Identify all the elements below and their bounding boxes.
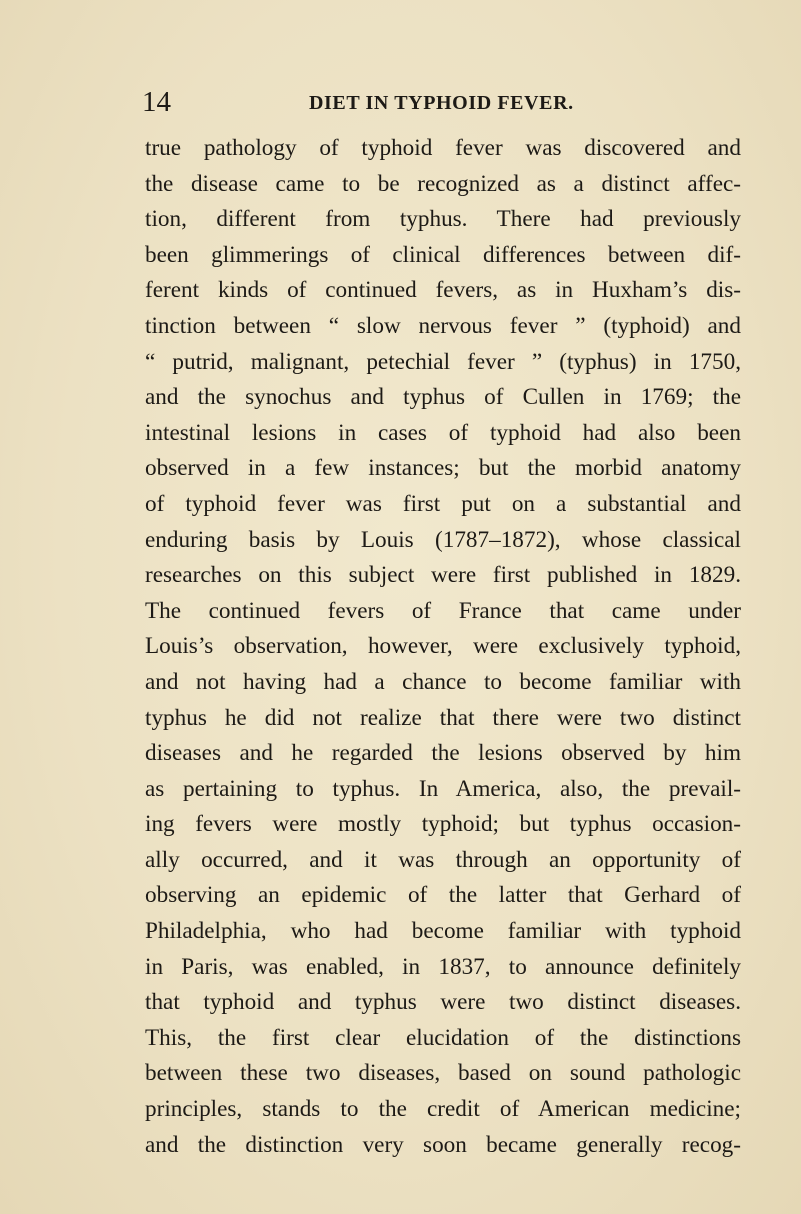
- text-line: in Paris, was enabled, in 1837, to announce definitely: [145, 953, 741, 980]
- running-head: [142, 88, 732, 116]
- text-line: been glimmerings of clinical differences between dif-: [145, 241, 741, 268]
- text-line: “ putrid, malignant, petechial fever ” (typhus) in 1750,: [145, 348, 741, 375]
- text-line: the disease came to be recognized as a distinct affec-: [145, 170, 741, 197]
- text-line: as pertaining to typhus. In America, also, the prevail-: [145, 775, 741, 802]
- text-line: principles, stands to the credit of American medicine;: [145, 1096, 741, 1123]
- text-line: intestinal lesions in cases of typhoid had also been: [145, 419, 741, 446]
- text-line: diseases and he regarded the lesions observed by him: [145, 740, 741, 767]
- page-number: 14: [142, 86, 171, 118]
- text-line: tinction between “ slow nervous fever ” (typhoid) and: [145, 312, 741, 339]
- text-line: ally occurred, and it was through an opportunity of: [145, 846, 741, 873]
- text-line: ferent kinds of continued fevers, as in Huxham’s dis-: [145, 277, 741, 304]
- text-line: enduring basis by Louis (1787–1872), whose classical: [145, 526, 741, 553]
- text-line: ing fevers were mostly typhoid; but typhus occasion-: [145, 811, 741, 838]
- text-line: and not having had a chance to become familiar with: [145, 668, 741, 695]
- text-line: researches on this subject were first published in 1829.: [145, 562, 741, 589]
- text-line: and the synochus and typhus of Cullen in 1769; the: [145, 384, 741, 411]
- text-line: observed in a few instances; but the morbid anatomy: [145, 455, 741, 482]
- text-line: of typhoid fever was first put on a substantial and: [145, 490, 741, 517]
- text-line: and the distinction very soon became generally recog-: [145, 1131, 741, 1158]
- text-line: tion, different from typhus. There had previously: [145, 206, 741, 233]
- text-line: This, the first clear elucidation of the distinctions: [145, 1024, 741, 1051]
- text-line: Louis’s observation, however, were exclusively typhoid,: [145, 633, 741, 660]
- text-line: that typhoid and typhus were two distinct diseases.: [145, 989, 741, 1016]
- text-line: between these two diseases, based on sound pathologic: [145, 1060, 741, 1087]
- chapter-title: DIET IN TYPHOID FEVER.: [309, 92, 574, 114]
- text-line: The continued fevers of France that came under: [145, 597, 741, 624]
- text-line: Philadelphia, who had become familiar with typhoid: [145, 918, 741, 945]
- text-line: typhus he did not realize that there were two distinct: [145, 704, 741, 731]
- text-line: true pathology of typhoid fever was discovered and: [145, 135, 741, 161]
- text-line: observing an epidemic of the latter that Gerhard of: [145, 882, 741, 909]
- body-text: [145, 131, 741, 1163]
